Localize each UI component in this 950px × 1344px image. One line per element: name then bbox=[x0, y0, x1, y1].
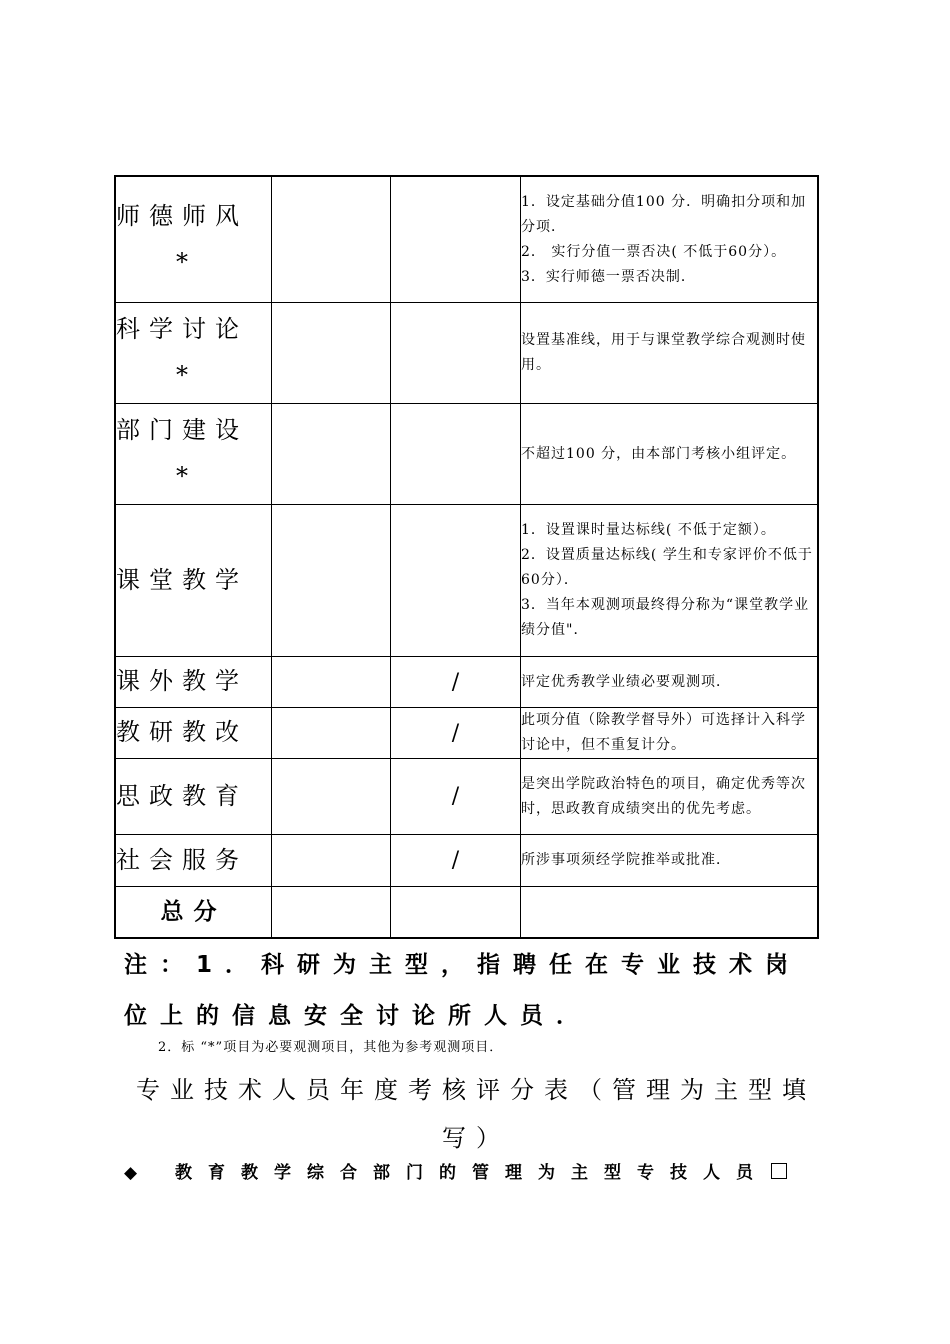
note-line: 是突出学院政治特色的项目，确定优秀等次时，思政教育成绩突出的优先考虑。 bbox=[521, 775, 806, 817]
note-cell bbox=[521, 303, 819, 404]
table-row bbox=[115, 505, 818, 657]
form-title: 专业技术人员年度考核评分表（管理为主型填写） bbox=[136, 1076, 816, 1152]
table-row bbox=[115, 708, 818, 759]
table-row bbox=[115, 176, 818, 303]
item-name: 教研教改 bbox=[115, 708, 272, 759]
total-cell bbox=[391, 887, 521, 939]
table-row bbox=[115, 404, 818, 505]
note-cell bbox=[521, 176, 819, 303]
item-name: 部门建设 * bbox=[115, 404, 272, 505]
category-line bbox=[124, 1158, 787, 1183]
note-line: 所涉事项须经学院推举或批准． bbox=[521, 852, 731, 868]
note-line: 3．实行师德一票否决制． bbox=[521, 268, 696, 285]
assessment-table bbox=[114, 175, 819, 939]
note-line: 2． 实行分值一票否决( 不低于60分）。 bbox=[521, 243, 787, 260]
table-row bbox=[115, 759, 818, 835]
note-line: 2．设置质量达标线( 学生和专家评价不低于60分）． bbox=[521, 547, 813, 588]
table-row bbox=[115, 303, 818, 404]
note-line: 不超过100 分，由本部门考核小组评定。 bbox=[521, 445, 797, 462]
category-checkbox[interactable] bbox=[771, 1163, 787, 1179]
total-note-cell bbox=[521, 887, 819, 939]
required-mark: * bbox=[176, 247, 197, 276]
score-cell bbox=[272, 176, 391, 303]
category-label: 教育教学综合部门的管理为主型专技人员 bbox=[175, 1163, 769, 1183]
score-cell: / bbox=[391, 657, 521, 708]
note-cell bbox=[521, 708, 819, 759]
score-cell: / bbox=[391, 759, 521, 835]
diamond-bullet-icon: ◆ bbox=[124, 1163, 154, 1183]
item-name: 课堂教学 bbox=[115, 505, 272, 657]
footnote-2: 2．标 “*”项目为必要观测项目，其他为参考观测项目． bbox=[158, 1040, 504, 1055]
required-mark: * bbox=[176, 361, 197, 389]
score-cell bbox=[391, 404, 521, 505]
total-cell bbox=[272, 887, 391, 939]
required-mark: * bbox=[176, 462, 197, 490]
total-label: 总分 bbox=[115, 887, 272, 939]
score-cell bbox=[272, 303, 391, 404]
note-line: 1．设置课时量达标线( 不低于定额）。 bbox=[521, 522, 776, 538]
score-cell: / bbox=[391, 708, 521, 759]
table-row bbox=[115, 835, 818, 887]
item-name: 师德师风 * bbox=[115, 176, 272, 303]
score-cell bbox=[391, 176, 521, 303]
score-cell: / bbox=[391, 835, 521, 887]
note-line: 1．设定基础分值100 分．明确扣分项和加分项． bbox=[521, 193, 807, 235]
footnote-1: 注：1．科研为主型，指聘任在专业技术岗位上的信息安全讨论所人员． bbox=[124, 952, 802, 1029]
item-name: 社会服务 bbox=[115, 835, 272, 887]
score-cell bbox=[272, 835, 391, 887]
total-row bbox=[115, 887, 818, 939]
note-cell bbox=[521, 404, 819, 505]
note-line: 评定优秀教学业绩必要观测项． bbox=[521, 673, 731, 690]
score-cell bbox=[272, 404, 391, 505]
note-cell bbox=[521, 835, 819, 887]
score-cell bbox=[391, 505, 521, 657]
note-cell bbox=[521, 657, 819, 708]
note-line: 3．当年本观测项最终得分称为“课堂教学业绩分值"． bbox=[521, 597, 810, 638]
score-cell bbox=[272, 505, 391, 657]
note-line: 此项分值（除教学督导外）可选择计入科学讨论中，但不重复计分。 bbox=[521, 712, 806, 753]
score-cell bbox=[272, 657, 391, 708]
item-name: 思政教育 bbox=[115, 759, 272, 835]
note-line: 设置基准线，用于与课堂教学综合观测时使用。 bbox=[521, 332, 806, 373]
note-cell bbox=[521, 505, 819, 657]
table-row bbox=[115, 657, 818, 708]
item-name: 课外教学 bbox=[115, 657, 272, 708]
item-name: 科学讨论 * bbox=[115, 303, 272, 404]
note-cell bbox=[521, 759, 819, 835]
score-cell bbox=[391, 303, 521, 404]
score-cell bbox=[272, 708, 391, 759]
score-cell bbox=[272, 759, 391, 835]
